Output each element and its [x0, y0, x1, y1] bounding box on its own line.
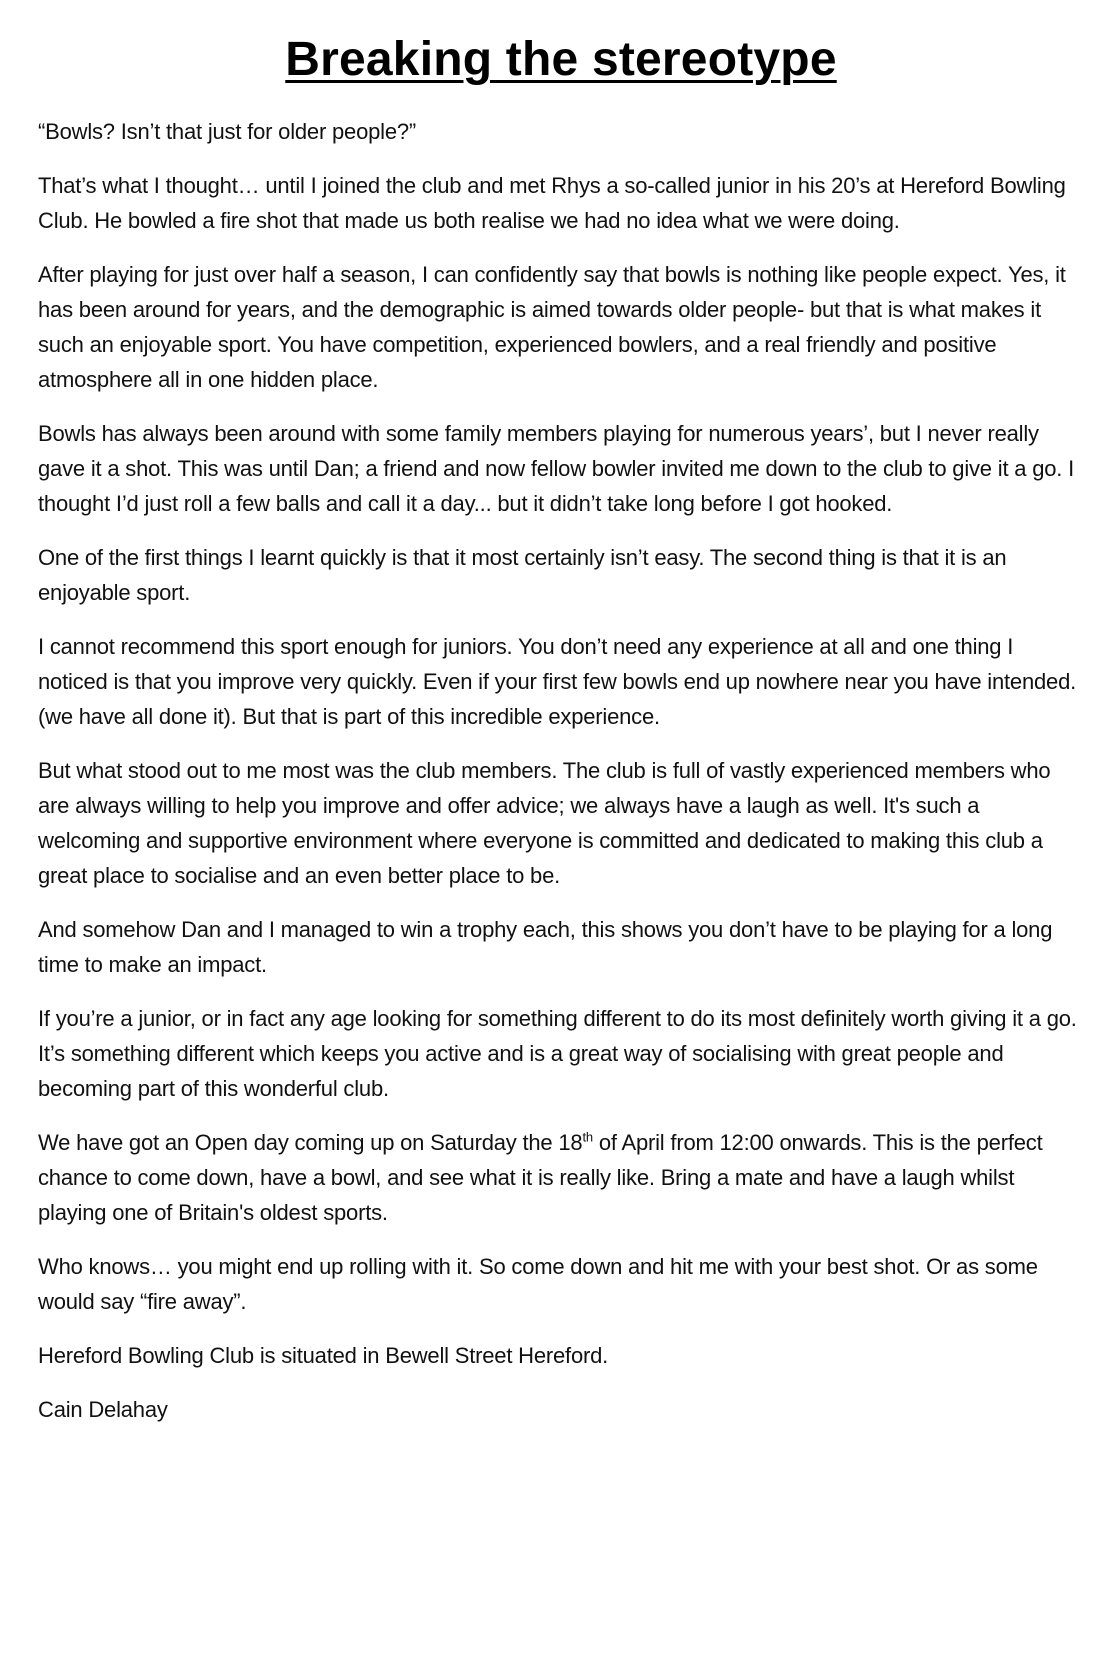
paragraph-family-and-dan: Bowls has always been around with some family members playing for numerous years’, but I never really gave it a shot. This was until Dan; a friend and now fellow bowler invited me down to the club to give it a go. I thought I’d just roll a few balls and call it a day... but it didn’t take long before I got hooked.	[38, 421, 1075, 516]
paragraph-worth-a-go: If you’re a junior, or in fact any age looking for something different to do its most definitely worth giving it a go. It’s something different which keeps you active and is a great way of socialising with great people and becoming part of this wonderful club.	[38, 1006, 1077, 1101]
article-title: Breaking the stereotype	[285, 33, 837, 86]
paragraph-trophy: And somehow Dan and I managed to win a trophy each, this shows you don’t have to be playing for a long time to make an impact.	[38, 917, 1053, 977]
paragraph-who-knows: Who knows… you might end up rolling with it. So come down and hit me with your best shot. Or as some would say “fire away”.	[38, 1254, 1038, 1314]
paragraph-location: Hereford Bowling Club is situated in Bewell Street Hereford.	[38, 1343, 609, 1368]
open-day-text-after: of April from 12:00 onwards. This is the perfect chance to come down, have a bowl, and see what it is really like. Bring a mate and have a laugh whilst playing one of Britain's oldest sports.	[38, 1130, 1043, 1225]
paragraph-opening-quote: “Bowls? Isn’t that just for older people?”	[38, 119, 417, 144]
paragraph-open-day	[38, 1125, 1084, 1230]
author-signature: Cain Delahay	[38, 1397, 168, 1422]
ordinal-suffix: th	[582, 1129, 593, 1145]
paragraph-club-members: But what stood out to me most was the club members. The club is full of vastly experienced members who are always willing to help you improve and offer advice; we always have a laugh as well. It's such a welcoming and supportive environment where everyone is committed and dedicated to making this club a great place to socialise and an even better place to be.	[38, 758, 1051, 888]
open-day-text-before: We have got an Open day coming up on Saturday the 18	[38, 1130, 583, 1155]
paragraph-meeting-rhys: That’s what I thought… until I joined the club and met Rhys a so-called junior in his 20’s at Hereford Bowling Club. He bowled a fire shot that made us both realise we had no idea what we were doing.	[38, 173, 1066, 233]
paragraph-first-things-learnt: One of the first things I learnt quickly is that it most certainly isn’t easy. The second thing is that it is an enjoyable sport.	[38, 545, 1007, 605]
paragraph-recommendation: I cannot recommend this sport enough for juniors. You don’t need any experience at all and one thing I noticed is that you improve very quickly. Even if your first few bowls end up nowhere near you have intended. (we have all done it). But that is part of this incredible experience.	[38, 634, 1077, 729]
paragraph-half-season: After playing for just over half a season, I can confidently say that bowls is nothing like people expect. Yes, it has been around for years, and the demographic is aimed towards older people- but that is what makes it such an enjoyable sport. You have competition, experienced bowlers, and a real friendly and positive atmosphere all in one hidden place.	[38, 262, 1066, 392]
